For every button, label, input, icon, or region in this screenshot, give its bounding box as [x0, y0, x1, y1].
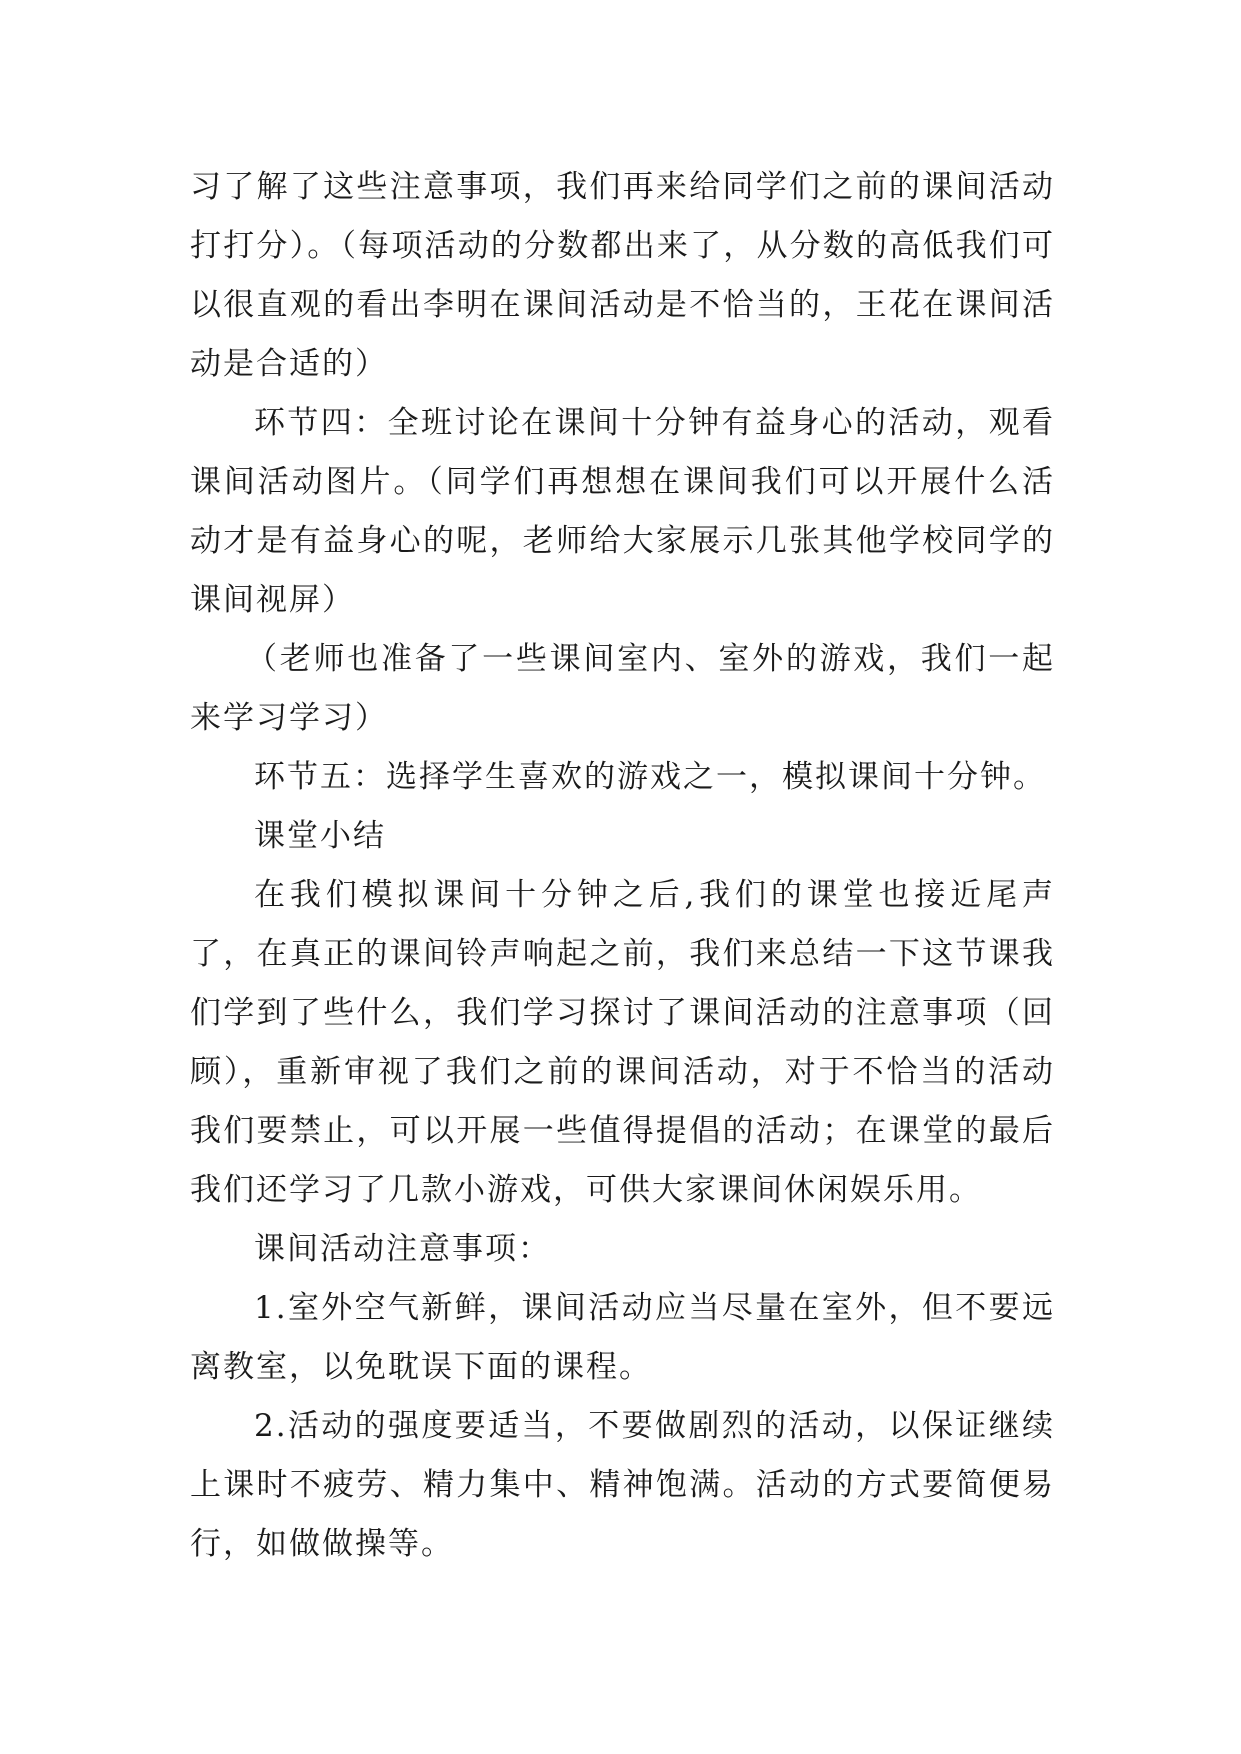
paragraph-step-five: 环节五：选择学生喜欢的游戏之一，模拟课间十分钟。: [254, 759, 1046, 795]
paragraph-continuation: 习了解了这些注意事项，我们再来给同学们之前的课间活动打打分）。（每项活动的分数都出来了，从分数的高低我们可以很直观的看出李明在课间活动是不恰当的，王花在课间活动是合适的）: [190, 169, 1055, 382]
heading-lesson-summary: 课堂小结: [254, 818, 386, 854]
heading-precautions: 课间活动注意事项：: [254, 1231, 551, 1267]
list-item-precaution-1: 1.室外空气新鲜，课间活动应当尽量在室外，但不要远离教室，以免耽误下面的课程。: [190, 1290, 1055, 1385]
paragraph-step-four: 环节四：全班讨论在课间十分钟有益身心的活动，观看课间活动图片。（同学们再想想在课间我们可以开展什么活动才是有益身心的呢，老师给大家展示几张其他学校同学的课间视屏）: [190, 405, 1055, 618]
document-body: [190, 158, 1055, 1574]
paragraph-teacher-games: （老师也准备了一些课间室内、室外的游戏，我们一起来学习学习）: [190, 641, 1055, 736]
paragraph-summary: 在我们模拟课间十分钟之后,我们的课堂也接近尾声了，在真正的课间铃声响起之前，我们来总结一下这节课我们学到了些什么，我们学习探讨了课间活动的注意事项（回顾），重新审视了我们之前的课间活动，对于不恰当的活动我们要禁止，可以开展一些值得提倡的活动；在课堂的最后我们还学习了几款小游戏，可供大家课间休闲娱乐用。: [190, 877, 1055, 1208]
list-item-precaution-2: 2.活动的强度要适当，不要做剧烈的活动，以保证继续上课时不疲劳、精力集中、精神饱满。活动的方式要简便易行，如做做操等。: [190, 1408, 1055, 1562]
